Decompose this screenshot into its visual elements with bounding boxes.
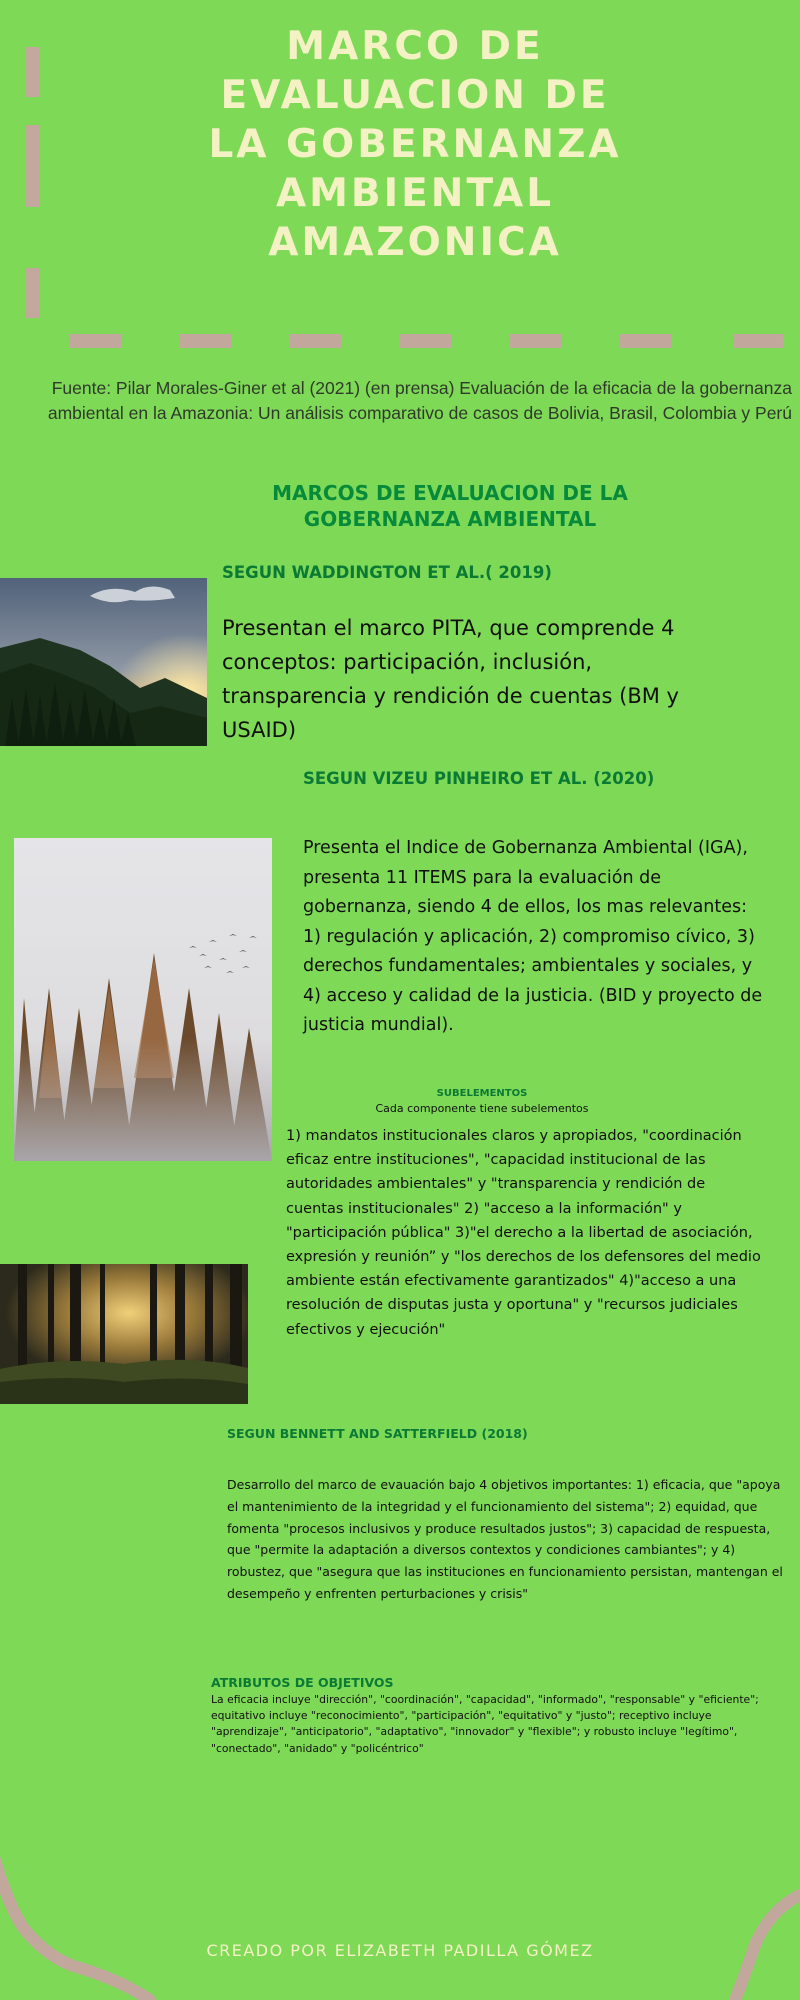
title-line: EVALUACION DE (220, 73, 610, 118)
bennett-body: Desarrollo del marco de evauación bajo 4 objetivos importantes: 1) eficacia, que "apoya el mantenimiento de la integridad y el funcionamiento del sistema"; 2) equidad, que fomenta "procesos inclusivos y produce resultados justos"; 3) capacidad de respuesta, que "permite la adaptación a diversos contextos y condiciones cambiantes"; y 4) robustez, que "asegura que las instituciones en funcionamiento persistan, mantengan el desempeño y enfrenten perturbaciones y crisis" (227, 1477, 783, 1601)
waddington-heading: SEGUN WADDINGTON ET AL.( 2019) (222, 563, 552, 582)
source-citation (40, 376, 792, 426)
frame-dash (25, 157, 39, 207)
frame-dash (25, 47, 39, 97)
frame-dash (733, 334, 783, 348)
page-title (150, 22, 680, 267)
source-line: Fuente: Pilar Morales-Giner et al (2021) (en prensa) Evaluación de la eficacia de la gobernanza (51, 378, 792, 398)
waddington-body: Presentan el marco PITA, que comprende 4 conceptos: participación, inclusión, transparencia y rendición de cuentas (BM y USAID) (222, 616, 679, 742)
decorative-curves (0, 1850, 800, 2000)
bennett-heading: SEGUN BENNETT AND SATTERFIELD (2018) (227, 1426, 528, 1441)
vizeu-heading: SEGUN VIZEU PINHEIRO ET AL. (2020) (303, 769, 655, 788)
source-line: ambiental en la Amazonia: Un análisis comparativo de casos de Bolivia, Brasil, Colombia y Perú (47, 403, 792, 423)
frame-dash (180, 334, 232, 348)
title-line: AMBIENTAL (275, 171, 555, 216)
frame-dash (400, 334, 452, 348)
atributos-heading: ATRIBUTOS DE OBJETIVOS (211, 1675, 394, 1690)
mountain-sunset-image (0, 578, 207, 746)
forest-sunlight-photo (0, 1264, 248, 1404)
frame-dash (70, 334, 122, 348)
forest-fog-photo (14, 838, 272, 1161)
subelementos-subheading: Cada componente tiene subelementos (375, 1102, 589, 1115)
subelementos-body: 1) mandatos institucionales claros y apropiados, "coordinación eficaz entre instituciones", "capacidad institucional de las autoridades ambientales" y "transparencia y rendición de cuentas institucionales" 2) "acceso a la información" y "participación pública" 3)"el derecho a la libertad de asociación, expresión y reunión” y "los derechos de los defensores del medio ambiente están efectivamente garantizados" 4)"acceso a una resolución de disputas justa y oportuna" y "recursos judiciales efectivos y ejecución" (286, 1128, 761, 1338)
frame-dash (25, 268, 39, 318)
subelementos-heading: SUBELEMENTOS (436, 1088, 528, 1099)
forest-fog-image (14, 838, 272, 1161)
heading-line: GOBERNANZA AMBIENTAL (303, 507, 597, 531)
frame-dash (510, 334, 562, 348)
mountain-sunset-photo (0, 578, 207, 746)
atributos-body: La eficacia incluye "dirección", "coordinación", "capacidad", "informado", "responsable" y "eficiente"; equitativo incluye "reconocimiento", "participación", "equitativo" y "justo"; receptivo incluye "aprendizaje", "anticipatorio", "adaptativo", "innovador" y "flexible"; y robusto incluye "legítimo", "conectado", "anidado" y "policéntrico" (211, 1693, 759, 1755)
section-heading-main (200, 480, 700, 532)
title-line: MARCO DE (286, 24, 544, 69)
footer-credit: CREADO POR ELIZABETH PADILLA GÓMEZ (206, 1941, 594, 1960)
forest-sunlight-image (0, 1264, 248, 1404)
frame-dash (620, 334, 672, 348)
frame-dash (290, 334, 342, 348)
title-line: AMAZONICA (268, 220, 562, 265)
heading-line: MARCOS DE EVALUACION DE LA (272, 481, 628, 505)
title-line: LA GOBERNANZA (208, 122, 622, 167)
vizeu-body: Presenta el Indice de Gobernanza Ambiental (IGA), presenta 11 ITEMS para la evaluación de gobernanza, siendo 4 de ellos, los mas relevantes: 1) regulación y aplicación, 2) compromiso cívico, 3) derechos fundamentales; ambientales y sociales, y 4) acceso y calidad de la justicia. (BID y proyecto de justicia mundial). (303, 838, 763, 1035)
